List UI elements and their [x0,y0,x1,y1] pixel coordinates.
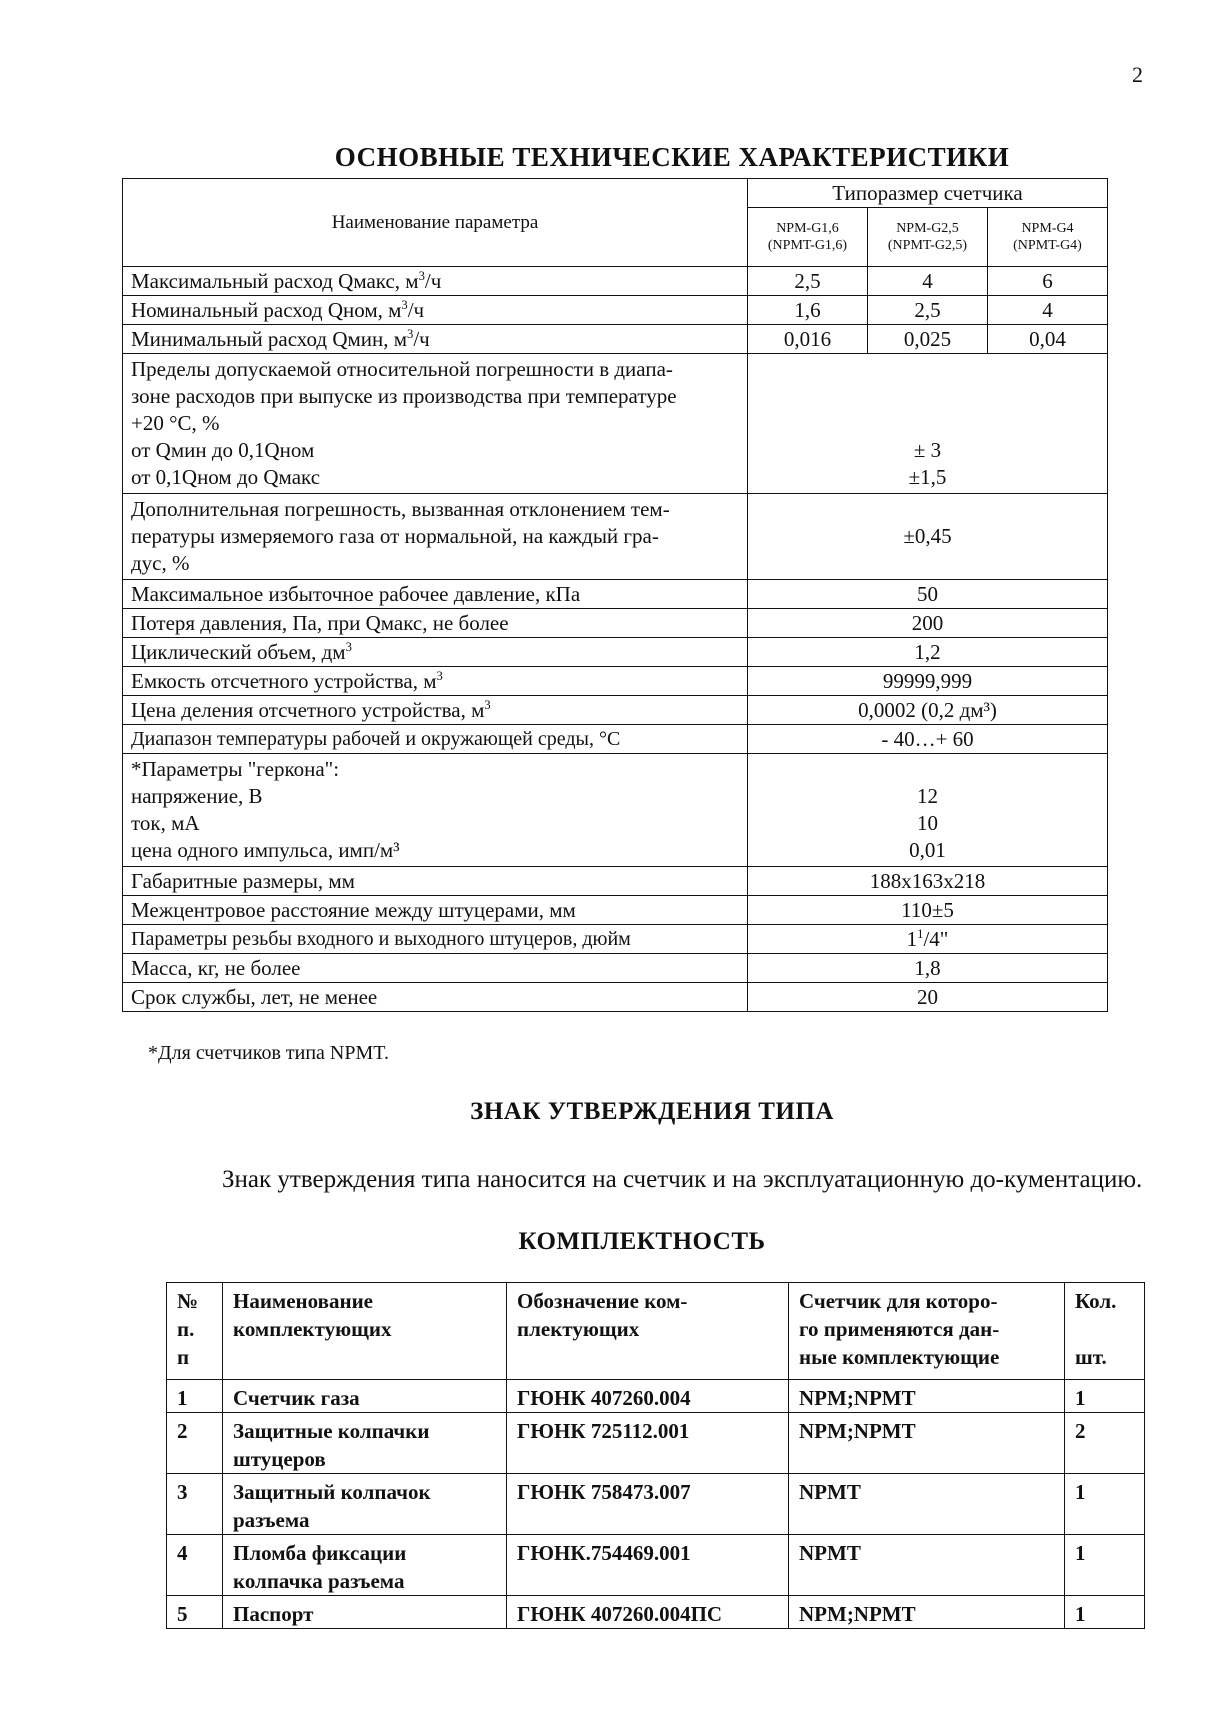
table-row [123,983,1108,1012]
table-row [123,667,1108,696]
param-value: 1,2 [748,638,1108,667]
footnote: *Для счетчиков типа NPMT. [148,1042,389,1064]
param-label: Параметры резьбы входного и выходного штуцеров, дюйм [123,925,748,954]
param-label: Межцентровое расстояние между штуцерами, мм [123,896,748,925]
param-value: 50 [748,580,1108,609]
param-value: 12 10 0,01 [748,754,1108,867]
row-quantity: 1 [1065,1596,1145,1629]
param-value: 20 [748,983,1108,1012]
header-model-g4: NPM-G4 (NPMT-G4) [988,208,1108,267]
table-header-row [167,1283,1145,1380]
param-label: *Параметры "геркона": напряжение, В ток, мА цена одного импульса, имп/м³ [123,754,748,867]
row-number: 5 [167,1596,223,1629]
header-name: Наименование комплектующих [223,1283,507,1380]
param-label: Максимальное избыточное рабочее давление, кПа [123,580,748,609]
param-value: 6 [988,267,1108,296]
table-row [123,354,1108,494]
param-label: Масса, кг, не более [123,954,748,983]
param-value: - 40…+ 60 [748,725,1108,754]
header-model-g25: NPM-G2,5 (NPMT-G2,5) [868,208,988,267]
row-number: 1 [167,1380,223,1413]
row-name: Счетчик газа [223,1380,507,1413]
param-value: 2,5 [748,267,868,296]
type-approval-text: Знак утверждения типа наносится на счетчик и на эксплуатационную до-кументацию. [222,1166,1143,1193]
row-name: Защитный колпачок разъема [223,1474,507,1535]
row-number: 3 [167,1474,223,1535]
completeness-title: КОМПЛЕКТНОСТЬ [518,1228,766,1255]
type-approval-title: ЗНАК УТВЕРЖДЕНИЯ ТИПА [470,1098,834,1125]
param-label: Емкость отсчетного устройства, $м^3$ [123,667,748,696]
header-size-group: Типоразмер счетчика [748,179,1108,208]
param-value: 0,025 [868,325,988,354]
table-row [167,1380,1145,1413]
param-label: Циклический объем, $дм^3$ [123,638,748,667]
row-name: Пломба фиксации колпачка разъема [223,1535,507,1596]
row-name: Защитные колпачки штуцеров [223,1413,507,1474]
row-quantity: 1 [1065,1380,1145,1413]
param-value: 99999,999 [748,667,1108,696]
table-row [167,1474,1145,1535]
row-number: 4 [167,1535,223,1596]
param-value: ±0,45 [748,494,1108,580]
header-model-g16: NPM-G1,6 (NPMT-G1,6) [748,208,868,267]
table-row [123,267,1108,296]
table-row [123,754,1108,867]
row-code: ГЮНК.754469.001 [507,1535,789,1596]
table-row [123,954,1108,983]
table-row [123,638,1108,667]
row-meter: NPMT [789,1535,1065,1596]
row-code: ГЮНК 725112.001 [507,1413,789,1474]
header-number: № п. п [167,1283,223,1380]
tech-characteristics-table [122,178,1108,1012]
param-value: 110±5 [748,896,1108,925]
row-quantity: 2 [1065,1413,1145,1474]
param-value: ± 3 ±1,5 [748,354,1108,494]
row-number: 2 [167,1413,223,1474]
table-row [167,1413,1145,1474]
param-value: 200 [748,609,1108,638]
param-value: 0,04 [988,325,1108,354]
table-row [123,696,1108,725]
table-row [123,896,1108,925]
param-label: Дополнительная погрешность, вызванная отклонением тем- пературы измеряемого газа от нормальной, на каждый гра- дус, % [123,494,748,580]
row-code: ГЮНК 407260.004 [507,1380,789,1413]
param-label: Габаритные размеры, мм [123,867,748,896]
table-row [123,867,1108,896]
param-label: Максимальный расход Qмакс, $м^3/ч$ [123,267,748,296]
table-row [123,725,1108,754]
param-value: 0,016 [748,325,868,354]
table-row [123,609,1108,638]
param-label: Цена деления отсчетного устройства, $м^3$ [123,696,748,725]
table-row [123,580,1108,609]
param-value: 0,0002 (0,2 дм³) [748,696,1108,725]
param-value: 2,5 [868,296,988,325]
row-name: Паспорт [223,1596,507,1629]
row-code: ГЮНК 758473.007 [507,1474,789,1535]
table-row [123,296,1108,325]
param-value: 188x163x218 [748,867,1108,896]
table-row [123,925,1108,954]
row-meter: NPM;NPMT [789,1380,1065,1413]
param-value: $1^1/4$" [748,925,1108,954]
param-value: 1,8 [748,954,1108,983]
header-quantity: Кол. шт. [1065,1283,1145,1380]
row-code: ГЮНК 407260.004ПС [507,1596,789,1629]
param-value: 4 [988,296,1108,325]
table-row [123,494,1108,580]
table-row [123,325,1108,354]
tech-characteristics-title: ОСНОВНЫЕ ТЕХНИЧЕСКИЕ ХАРАКТЕРИСТИКИ [334,142,1010,172]
page-number: 2 [1132,62,1143,87]
row-meter: NPM;NPMT [789,1596,1065,1629]
param-label: Номинальный расход Qном, $м^3/ч$ [123,296,748,325]
param-label: Пределы допускаемой относительной погрешности в диапа- зоне расходов при выпуске из производства при температуре +20 °С, % от Qмин до 0,1Qном от 0,1Qном до Qмакс [123,354,748,494]
header-meter: Счетчик для которо- го применяются дан- ные комплектующие [789,1283,1065,1380]
table-row [167,1596,1145,1629]
header-code: Обозначение ком- плектующих [507,1283,789,1380]
param-label: Срок службы, лет, не менее [123,983,748,1012]
table-row [167,1535,1145,1596]
row-quantity: 1 [1065,1535,1145,1596]
completeness-table [166,1282,1145,1629]
param-label: Потеря давления, Па, при Qмакс, не более [123,609,748,638]
header-param-name: Наименование параметра [123,179,748,267]
param-value: 1,6 [748,296,868,325]
row-meter: NPMT [789,1474,1065,1535]
row-meter: NPM;NPMT [789,1413,1065,1474]
row-quantity: 1 [1065,1474,1145,1535]
param-value: 4 [868,267,988,296]
param-label: Диапазон температуры рабочей и окружающей среды, °С [123,725,748,754]
param-label: Минимальный расход Qмин, $м^3/ч$ [123,325,748,354]
